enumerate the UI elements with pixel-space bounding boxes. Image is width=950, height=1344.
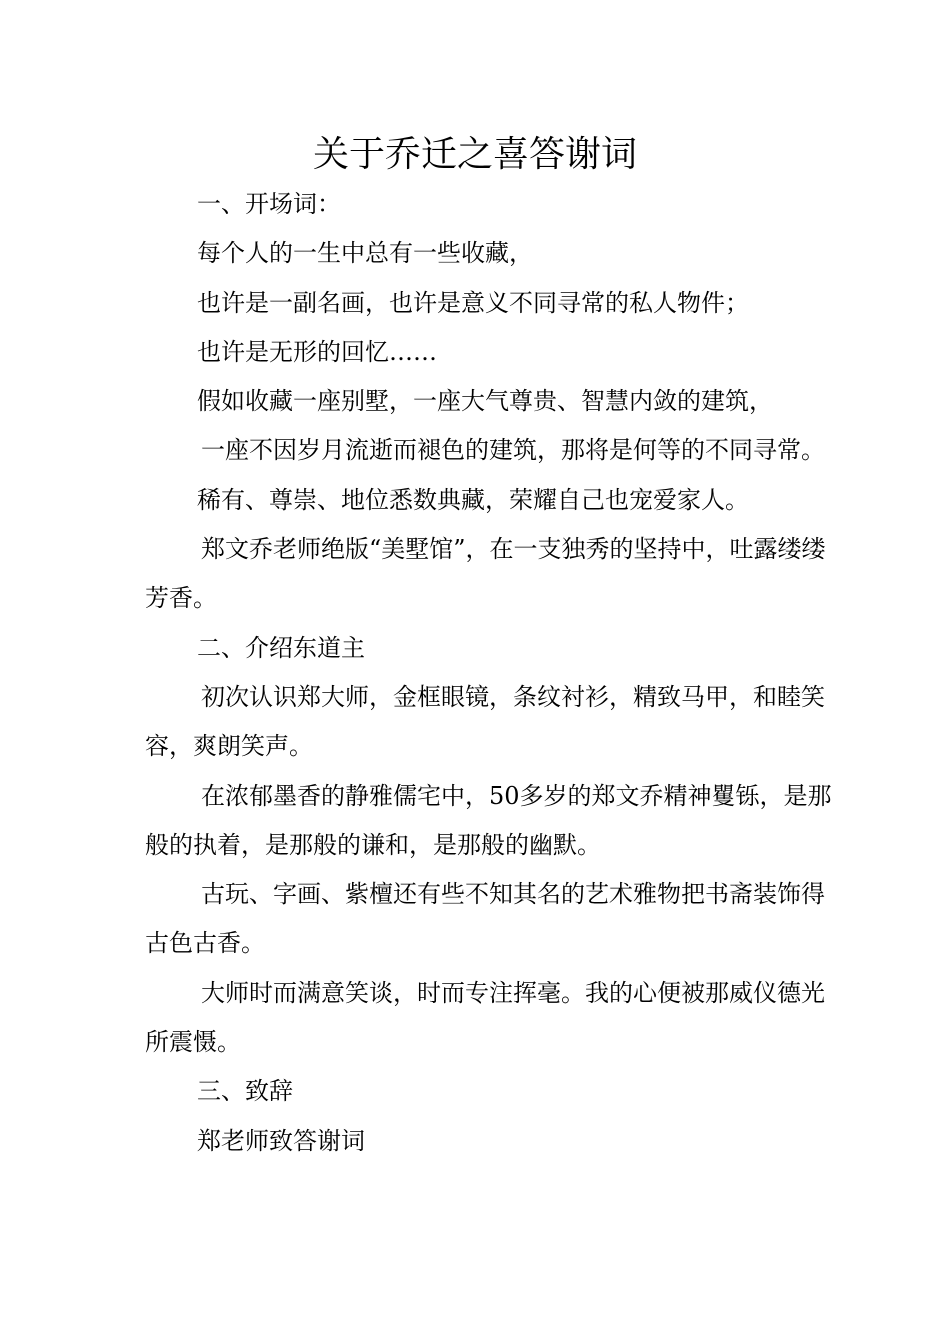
paragraph: 郑老师致答谢词 <box>197 1126 365 1155</box>
paragraph: 在浓郁墨香的静雅儒宅中，50多岁的郑文乔精神矍铄，是那般的执着，是那般的谦和，是那般的幽默。 <box>145 781 832 859</box>
section-heading-speech: 三、致辞 <box>197 1077 293 1106</box>
paragraph: 也许是无形的回忆…… <box>197 337 437 366</box>
paragraph: 郑文乔老师绝版“美墅馆”，在一支独秀的坚持中，吐露缕缕芳香。 <box>145 535 826 613</box>
paragraph: 古玩、字画、紫檀还有些不知其名的艺术雅物把书斋装饰得古色古香。 <box>145 880 825 958</box>
section-heading-host: 二、介绍东道主 <box>197 633 365 662</box>
paragraph: 大师时而满意笑谈，时而专注挥毫。我的心便被那威仪德光所震慑。 <box>145 978 825 1057</box>
paragraph: 也许是一副名画，也许是意义不同寻常的私人物件； <box>197 288 749 317</box>
section-heading-opening: 一、开场词： <box>197 190 341 218</box>
document-title: 关于乔迁之喜答谢词 <box>312 134 637 175</box>
paragraph: 假如收藏一座别墅，一座大气尊贵、智慧内敛的建筑， <box>197 387 773 416</box>
paragraph: 初次认识郑大师，金框眼镜，条纹衬衫，精致马甲，和睦笑容，爽朗笑声。 <box>145 682 825 761</box>
paragraph: 稀有、尊崇、地位悉数典藏，荣耀自己也宠爱家人。 <box>197 485 749 514</box>
document-body <box>145 180 845 1166</box>
paragraph: 一座不因岁月流逝而褪色的建筑，那将是何等的不同寻常。 <box>201 436 825 465</box>
paragraph: 每个人的一生中总有一些收藏， <box>197 239 533 268</box>
